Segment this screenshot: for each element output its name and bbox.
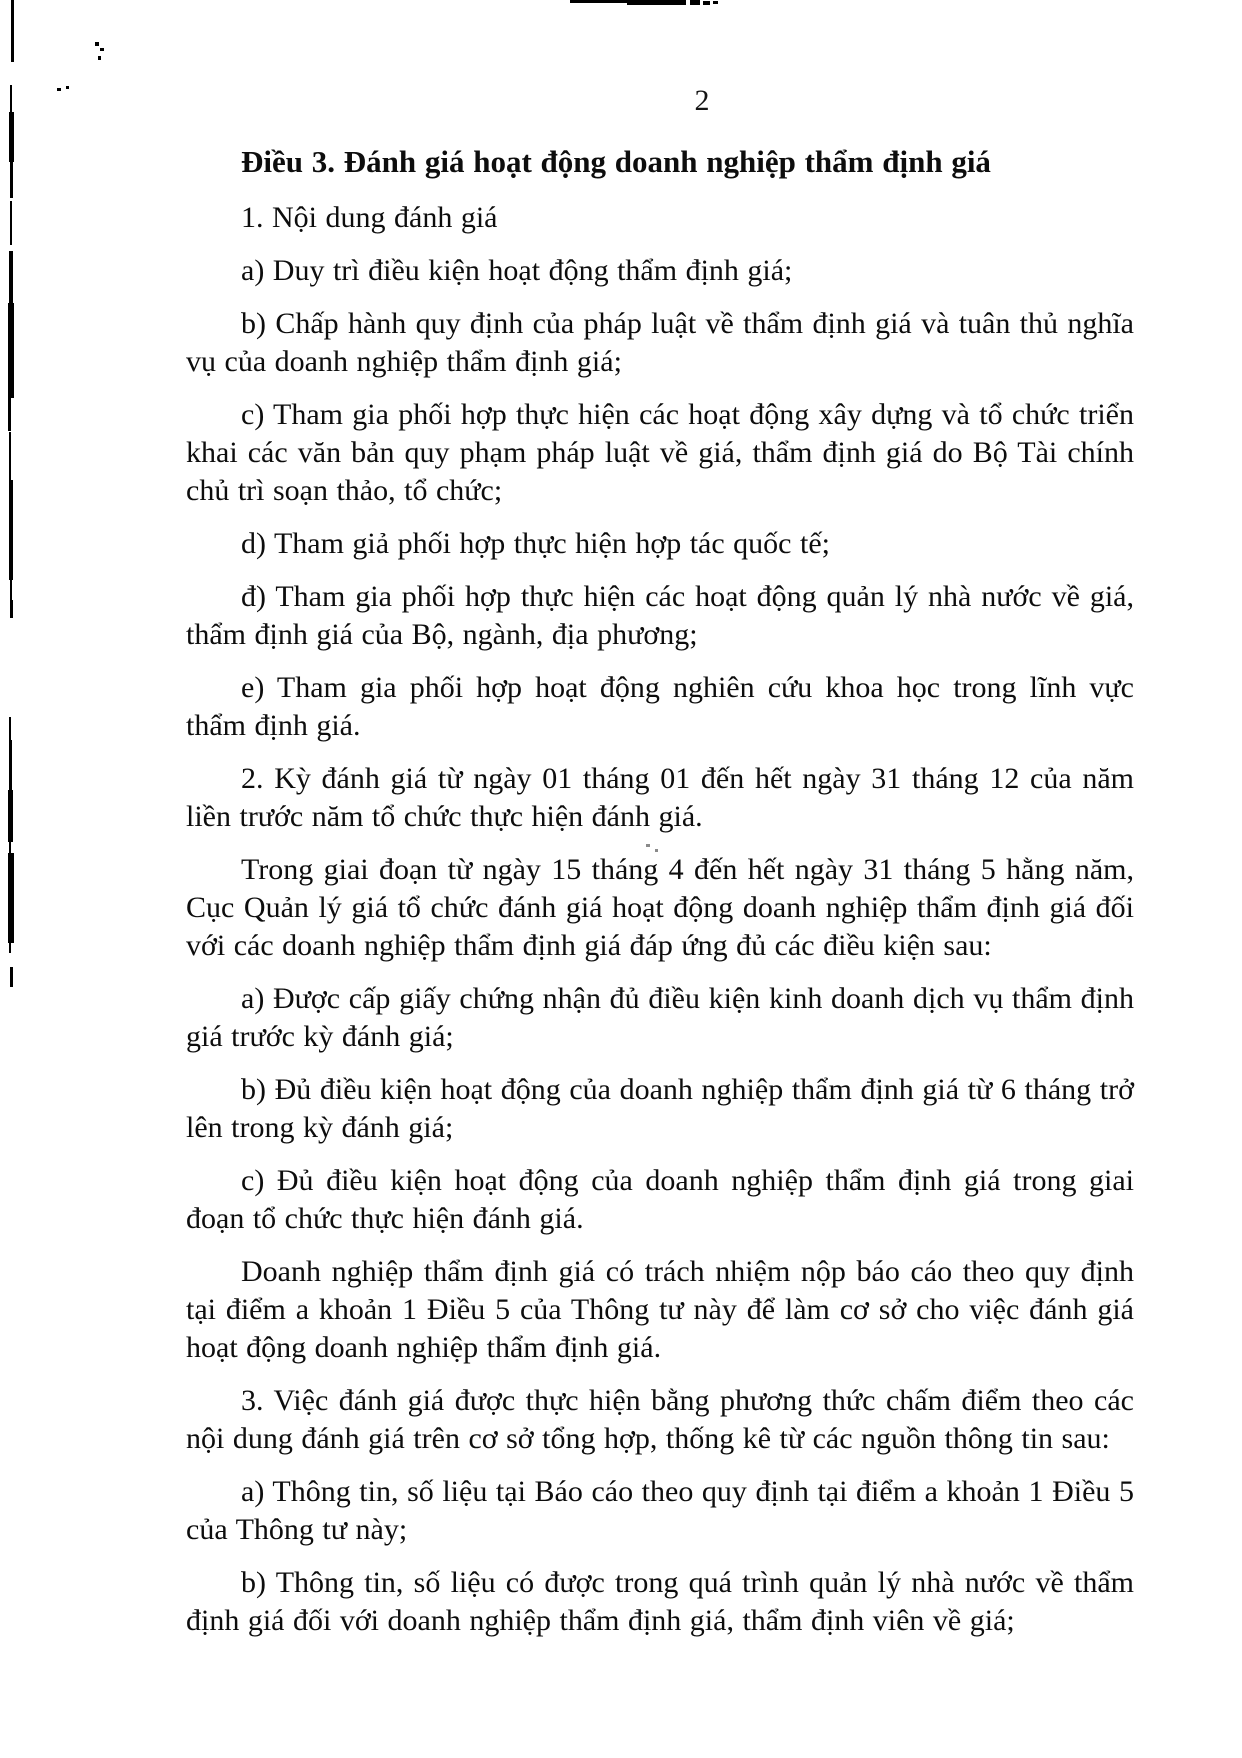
paragraph-1a: a) Duy trì điều kiện hoạt động thẩm định giá;	[241, 254, 793, 287]
scan-artifact-left-line	[8, 303, 14, 398]
document-content	[186, 143, 1134, 1655]
section-heading: Điều 3. Đánh giá hoạt động doanh nghiệp thẩm định giá	[241, 144, 991, 179]
paragraph-2: 2. Kỳ đánh giá từ ngày 01 tháng 01 đến hết ngày 31 tháng 12 của năm liền trước năm tổ chức thực hiện đánh giá.	[186, 762, 1134, 833]
paragraph-3: 3. Việc đánh giá được thực hiện bằng phương thức chấm điểm theo các nội dung đánh giá trên cơ sở tổng hợp, thống kê từ các nguồn thông tin sau:	[186, 1384, 1134, 1455]
scan-artifact-top-dash	[690, 0, 700, 5]
paragraph-2-note: Doanh nghiệp thẩm định giá có trách nhiệm nộp báo cáo theo quy định tại điểm a khoản 1 Điều 5 của Thông tư này để làm cơ sở cho việc đánh giá hoạt động doanh nghiệp thẩm định giá.	[186, 1255, 1134, 1364]
paragraph-2a: a) Được cấp giấy chứng nhận đủ điều kiện kinh doanh dịch vụ thẩm định giá trước kỳ đánh giá;	[186, 982, 1134, 1053]
scan-artifact-speck	[98, 56, 101, 60]
scan-artifact-left-line	[9, 842, 11, 853]
scan-artifact-left-line	[8, 853, 14, 943]
paragraph-1e: e) Tham gia phối hợp hoạt động nghiên cứu khoa học trong lĩnh vực thẩm định giá.	[186, 671, 1134, 742]
scan-artifact-left-line	[8, 398, 11, 431]
scan-artifact-top-dash	[713, 1, 718, 4]
scan-artifact-left-line	[9, 943, 11, 953]
scan-artifact-left-line	[11, 0, 14, 62]
paragraph-1dd: đ) Tham gia phối hợp thực hiện các hoạt động quản lý nhà nước về giá, thẩm định giá của Bộ, ngành, địa phương;	[186, 580, 1134, 651]
scan-artifact-left-line	[9, 717, 11, 740]
paragraph-1b: b) Chấp hành quy định của pháp luật về thẩm định giá và tuân thủ nghĩa vụ của doanh nghiệp thẩm định giá;	[186, 307, 1134, 378]
scan-artifact-left-line	[10, 85, 12, 113]
scan-artifact-speck	[66, 86, 69, 89]
scan-artifact-left-line	[9, 251, 13, 303]
scan-artifact-top-line	[570, 0, 627, 3]
paragraph-2c: c) Đủ điều kiện hoạt động của doanh nghiệp thẩm định giá trong giai đoạn tổ chức thực hiện đánh giá.	[186, 1164, 1134, 1235]
paragraph-3b: b) Thông tin, số liệu có được trong quá trình quản lý nhà nước về thẩm định giá đối với doanh nghiệp thẩm định giá, thẩm định viên về giá;	[186, 1566, 1134, 1637]
scan-artifact-speck	[57, 88, 61, 91]
paragraph-2-cont: Trong giai đoạn từ ngày 15 tháng 4 đến hết ngày 31 tháng 5 hằng năm, Cục Quản lý giá tổ chức đánh giá hoạt động doanh nghiệp thẩm định giá đối với các doanh nghiệp thẩm định giá đáp ứng đủ các điều kiện sau:	[186, 853, 1134, 962]
scan-artifact-speck	[95, 42, 99, 46]
scan-artifact-speck	[100, 48, 104, 51]
paragraph-1d: d) Tham giả phối hợp thực hiện hợp tác quốc tế;	[241, 527, 830, 560]
scan-artifact-left-line	[10, 600, 13, 618]
scan-artifact-left-line	[9, 432, 11, 480]
scan-artifact-left-line	[9, 740, 12, 790]
page-number: 2	[694, 84, 710, 117]
scan-artifact-left-line	[9, 480, 13, 580]
scan-artifact-left-line	[9, 112, 14, 162]
scan-artifact-left-line	[10, 201, 12, 245]
scan-artifact-left-line	[10, 580, 12, 600]
scan-artifact-top-line	[627, 0, 686, 5]
paragraph-1c: c) Tham gia phối hợp thực hiện các hoạt động xây dựng và tổ chức triển khai các văn bản quy phạm pháp luật về giá, thẩm định giá do Bộ Tài chính chủ trì soạn thảo, tổ chức;	[186, 398, 1134, 507]
scan-artifact-left-line	[8, 790, 13, 842]
paragraph-2b: b) Đủ điều kiện hoạt động của doanh nghiệp thẩm định giá từ 6 tháng trở lên trong kỳ đánh giá;	[186, 1073, 1134, 1144]
paragraph-1: 1. Nội dung đánh giá	[241, 201, 498, 234]
paragraph-3a: a) Thông tin, số liệu tại Báo cáo theo quy định tại điểm a khoản 1 Điều 5 của Thông tư này;	[186, 1475, 1134, 1546]
scan-artifact-top-dash	[703, 1, 710, 5]
scan-artifact-left-line	[10, 162, 13, 198]
scan-artifact-left-line	[10, 967, 13, 987]
